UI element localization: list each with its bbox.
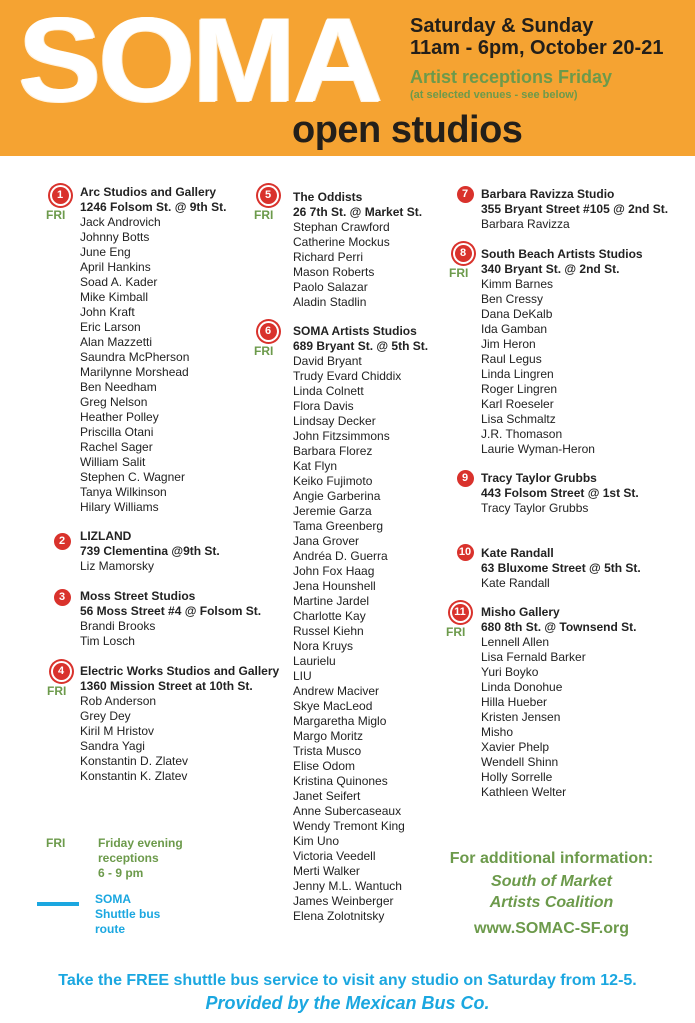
legend-fri-label: FRI (46, 836, 66, 850)
org-name (440, 871, 663, 913)
venue-number-marker-icon: 4 (53, 663, 70, 680)
artist-name: Rob Anderson (80, 694, 157, 708)
artist-name: Holly Sorrelle (481, 770, 553, 784)
fri-reception-badge: FRI (254, 208, 274, 222)
shuttle-route-line-icon (37, 902, 79, 906)
artist-name: Nora Kruys (293, 639, 354, 653)
venue-address: 1246 Folsom St. @ 9th St. (80, 200, 227, 214)
org-line: South of Market (491, 873, 612, 890)
artist-name: LIU (293, 669, 312, 683)
artist-name: John Fitzsimmons (293, 429, 390, 443)
artist-name: Grey Dey (80, 709, 131, 723)
artist-name: Trista Musco (293, 744, 362, 758)
artist-name: Heather Polley (80, 410, 159, 424)
venue-8 (481, 247, 643, 457)
artist-name: Russel Kiehn (293, 624, 364, 638)
artist-name: Saundra McPherson (80, 350, 190, 364)
artist-name: Raul Legus (481, 352, 542, 366)
header-banner (0, 0, 695, 156)
artist-name: Aladin Stadlin (293, 295, 367, 309)
artist-name: Lisa Schmaltz (481, 412, 556, 426)
legend-line: SOMA (95, 892, 131, 906)
artist-name: Dana DeKalb (481, 307, 553, 321)
artist-name: Linda Lingren (481, 367, 554, 381)
fri-reception-badge: FRI (47, 684, 67, 698)
artist-name: Ben Needham (80, 380, 157, 394)
legend-shuttle-description (95, 892, 160, 937)
venue-9 (481, 471, 639, 516)
artist-name: Kate Randall (481, 576, 550, 590)
artist-name: Kat Flyn (293, 459, 338, 473)
artist-name: Alan Mazzetti (80, 335, 153, 349)
artist-name: Anne Subercaseaux (293, 804, 402, 818)
artist-name: June Eng (80, 245, 131, 259)
venue-number-marker-icon: 9 (457, 470, 474, 487)
artist-name: Tanya Wilkinson (80, 485, 167, 499)
artist-name: Konstantin D. Zlatev (80, 754, 189, 768)
artist-name: Flora Davis (293, 399, 354, 413)
artist-name: Jana Grover (293, 534, 360, 548)
artist-name: Laurie Wyman-Heron (481, 442, 595, 456)
artist-name: John Kraft (80, 305, 135, 319)
venue-2 (80, 529, 220, 574)
artist-name: Laurielu (293, 654, 336, 668)
venue-number-marker-icon: 1 (52, 187, 69, 204)
artist-name: Stephen C. Wagner (80, 470, 185, 484)
artist-name: Marilynne Morshead (80, 365, 189, 379)
artist-name: James Weinberger (293, 894, 394, 908)
artist-name: Tim Losch (80, 634, 135, 648)
artist-name: Mason Roberts (293, 265, 375, 279)
artist-name: Angie Garberina (293, 489, 381, 503)
artist-name: John Fox Haag (293, 564, 375, 578)
venue-title: Moss Street Studios (80, 589, 196, 603)
venue-title: Tracy Taylor Grubbs (481, 471, 597, 485)
artist-name: Brandi Brooks (80, 619, 156, 633)
venue-number-marker-icon: 5 (260, 187, 277, 204)
artist-name: Kiril M Hristov (80, 724, 154, 738)
artist-name: Kristina Quinones (293, 774, 388, 788)
venue-address: 355 Bryant Street #105 @ 2nd St. (481, 202, 669, 216)
venue-number-marker-icon: 2 (54, 533, 71, 550)
venue-address: 443 Folsom Street @ 1st St. (481, 486, 639, 500)
artist-name: Barbara Florez (293, 444, 373, 458)
venue-number-marker-icon: 3 (54, 589, 71, 606)
additional-info (440, 850, 663, 938)
venue-4 (80, 664, 279, 784)
artist-name: Kimm Barnes (481, 277, 554, 291)
event-dates (410, 15, 663, 59)
artist-name: Elise Odom (293, 759, 356, 773)
artist-name: Xavier Phelp (481, 740, 550, 754)
artist-name: Linda Donohue (481, 680, 563, 694)
shuttle-provider: Provided by the Mexican Bus Co. (205, 993, 490, 1013)
receptions-heading: Artist receptions Friday (410, 67, 613, 87)
artist-name: Linda Colnett (293, 384, 364, 398)
artist-name: Catherine Mockus (293, 235, 390, 249)
artist-name: Janet Seifert (293, 789, 361, 803)
venue-title: Misho Gallery (481, 605, 560, 619)
venue-7 (481, 187, 668, 232)
artist-name: Andrew Maciver (293, 684, 380, 698)
venue-address: 1360 Mission Street at 10th St. (80, 679, 253, 693)
artist-name: Stephan Crawford (293, 220, 390, 234)
artist-name: Rachel Sager (80, 440, 153, 454)
artist-name: William Salit (80, 455, 146, 469)
artist-name: Greg Nelson (80, 395, 148, 409)
artist-name: Margaretha Miglo (293, 714, 387, 728)
legend-line: Friday evening (98, 836, 183, 850)
artist-name: Hilla Hueber (481, 695, 548, 709)
venue-title: Barbara Ravizza Studio (481, 187, 615, 201)
venue-address: 680 8th St. @ Townsend St. (481, 620, 637, 634)
artist-name: Paolo Salazar (293, 280, 368, 294)
artist-name: Richard Perri (293, 250, 364, 264)
artist-name: Kristen Jensen (481, 710, 561, 724)
artist-name: Karl Roeseler (481, 397, 554, 411)
info-heading: For additional information: (449, 850, 654, 867)
legend-line: receptions (98, 851, 159, 865)
venue-1 (80, 185, 226, 515)
artist-name: Johnny Botts (80, 230, 150, 244)
venue-address: 739 Clementina @9th St. (80, 544, 220, 558)
artist-name: Eric Larson (80, 320, 141, 334)
artist-name: Lindsay Decker (293, 414, 376, 428)
venue-title: Arc Studios and Gallery (80, 185, 217, 199)
artist-name: Roger Lingren (481, 382, 558, 396)
artist-name: Jenny M.L. Wantuch (293, 879, 402, 893)
artist-name: Lennell Allen (481, 635, 550, 649)
venue-number-marker-icon: 8 (455, 245, 472, 262)
artist-name: Jeremie Garza (293, 504, 372, 518)
venue-address: 63 Bluxome Street @ 5th St. (481, 561, 641, 575)
venue-10 (481, 546, 641, 591)
legend-line: 6 - 9 pm (98, 866, 144, 880)
venue-title: South Beach Artists Studios (481, 247, 643, 261)
artist-name: Wendell Shinn (481, 755, 559, 769)
artist-name: April Hankins (80, 260, 151, 274)
venue-number-marker-icon: 11 (452, 604, 469, 621)
legend-line: route (95, 922, 125, 936)
artist-name: Tracy Taylor Grubbs (481, 501, 589, 515)
artist-name: Victoria Veedell (293, 849, 376, 863)
legend-fri-description (98, 836, 183, 881)
artist-name: Jim Heron (481, 337, 536, 351)
artist-name: Soad A. Kader (80, 275, 158, 289)
artist-name: Jena Hounshell (293, 579, 376, 593)
artist-name: Margo Moritz (293, 729, 364, 743)
artist-name: David Bryant (293, 354, 362, 368)
artist-name: Misho (481, 725, 514, 739)
artist-name: Charlotte Kay (293, 609, 366, 623)
venue-5 (293, 190, 422, 310)
venue-number-marker-icon: 6 (260, 323, 277, 340)
artist-name: Hilary Williams (80, 500, 159, 514)
artist-name: Jack Androvich (80, 215, 161, 229)
venue-address: 56 Moss Street #4 @ Folsom St. (80, 604, 262, 618)
artist-name: Elena Zolotnitsky (293, 909, 385, 923)
venue-title: Kate Randall (481, 546, 554, 560)
artist-name: Liz Mamorsky (80, 559, 155, 573)
shuttle-notice: Take the FREE shuttle bus service to visit any studio on Saturday from 12-5. (58, 972, 637, 989)
artist-name: Ida Gamban (481, 322, 548, 336)
fri-reception-badge: FRI (449, 266, 469, 280)
artist-name: Wendy Tremont King (293, 819, 405, 833)
artist-name: Lisa Fernald Barker (481, 650, 586, 664)
fri-reception-badge: FRI (254, 344, 274, 358)
fri-reception-badge: FRI (446, 625, 466, 639)
event-days: Saturday & Sunday (410, 15, 594, 37)
artist-name: Konstantin K. Zlatev (80, 769, 188, 783)
artist-name: Tama Greenberg (293, 519, 384, 533)
artist-name: Kathleen Welter (481, 785, 567, 799)
artist-name: Keiko Fujimoto (293, 474, 373, 488)
open-studios-title: open studios (292, 109, 523, 151)
artist-name: Yuri Boyko (481, 665, 539, 679)
venue-6 (293, 324, 428, 924)
artist-name: Kim Uno (293, 834, 340, 848)
venue-3 (80, 589, 261, 649)
venue-11 (481, 605, 637, 800)
venue-number-marker-icon: 7 (457, 186, 474, 203)
soma-logo: SOMA (18, 0, 380, 127)
artist-name: Skye MacLeod (293, 699, 373, 713)
venue-title: The Oddists (293, 190, 363, 204)
venue-number-marker-icon: 10 (457, 544, 474, 561)
venue-address: 340 Bryant St. @ 2nd St. (481, 262, 620, 276)
artist-name: Merti Walker (293, 864, 360, 878)
venue-title: LIZLAND (80, 529, 132, 543)
receptions-note: (at selected venues - see below) (410, 89, 578, 101)
artist-name: Trudy Evard Chiddix (293, 369, 402, 383)
venue-address: 689 Bryant St. @ 5th St. (293, 339, 429, 353)
artist-name: Barbara Ravizza (481, 217, 570, 231)
artist-name: Ben Cressy (481, 292, 544, 306)
artist-name: Priscilla Otani (80, 425, 154, 439)
org-line: Artists Coalition (489, 894, 614, 911)
artist-name: J.R. Thomason (481, 427, 563, 441)
artist-name: Martine Jardel (293, 594, 370, 608)
venue-title: Electric Works Studios and Gallery (80, 664, 280, 678)
website-link[interactable]: www.SOMAC-SF.org (474, 920, 629, 937)
venue-title: SOMA Artists Studios (293, 324, 417, 338)
artist-name: Andréa D. Guerra (293, 549, 388, 563)
venue-address: 26 7th St. @ Market St. (293, 205, 423, 219)
artist-name: Sandra Yagi (80, 739, 145, 753)
fri-reception-badge: FRI (46, 208, 66, 222)
artist-name: Mike Kimball (80, 290, 149, 304)
legend-line: Shuttle bus (95, 907, 161, 921)
event-hours: 11am - 6pm, October 20-21 (410, 37, 664, 59)
